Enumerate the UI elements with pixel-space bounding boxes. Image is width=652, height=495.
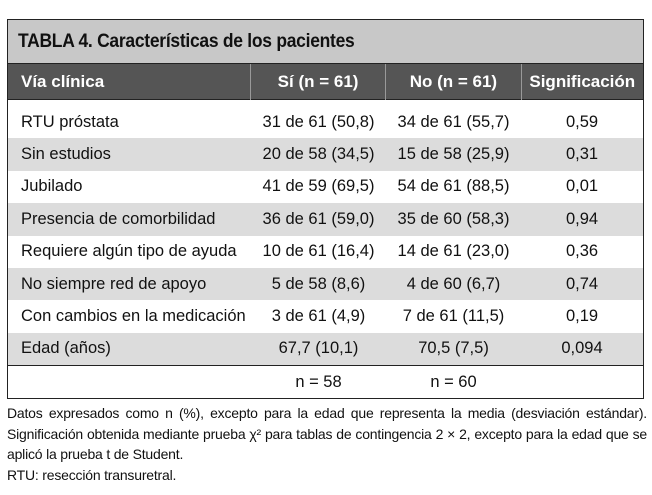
footnote-text: Datos expresados como n (%), excepto para la edad que representa la media (desviación estándar). Significación obtenida mediante prueba χ² para tablas de contingencia 2 × 2, excepto para la edad que se aplicó la prueba t de Student. (7, 405, 647, 462)
table-row (8, 138, 643, 170)
cell-variable: Requiere algún tipo de ayuda (21, 242, 237, 261)
table-row (8, 268, 643, 300)
cell-significacion: 0,59 (565, 112, 599, 131)
table-title: TABLA 4. Características de los pacientes (18, 30, 355, 52)
table-header-row (8, 64, 643, 100)
cell-no: 54 de 61 (88,5) (397, 177, 510, 196)
cell-significacion: 0,01 (565, 177, 599, 196)
cell-si: 67,7 (10,1) (278, 339, 359, 358)
cell-no: 4 de 60 (6,7) (406, 274, 501, 293)
header-no: No (n = 61) (385, 64, 520, 100)
cell-no: 7 de 61 (11,5) (402, 307, 505, 326)
table-row (8, 333, 643, 365)
cell-variable: No siempre red de apoyo (21, 274, 207, 293)
cell-no: 14 de 61 (23,0) (397, 242, 510, 261)
total-si: n = 58 (295, 372, 342, 391)
cell-si: 36 de 61 (59,0) (262, 209, 375, 228)
cell-significacion: 0,36 (565, 242, 599, 261)
cell-significacion: 0,94 (565, 209, 599, 228)
table-footnote (7, 403, 647, 485)
cell-significacion: 0,74 (565, 274, 599, 293)
cell-variable: Sin estudios (21, 145, 111, 164)
cell-si: 10 de 61 (16,4) (262, 242, 375, 261)
cell-variable: Presencia de comorbilidad (21, 209, 216, 228)
total-no: n = 60 (430, 372, 477, 391)
totals-row (8, 365, 643, 398)
table-body (8, 106, 643, 365)
cell-si: 20 de 58 (34,5) (262, 145, 375, 164)
header-significacion: Significación (521, 64, 643, 100)
cell-no: 70,5 (7,5) (418, 339, 489, 358)
header-si: Sí (n = 61) (250, 64, 385, 100)
table-row (8, 106, 643, 138)
table-row (8, 300, 643, 332)
cell-si: 3 de 61 (4,9) (271, 307, 366, 326)
table-row (8, 236, 643, 268)
header-via-clinica: Vía clínica (21, 71, 105, 91)
cell-variable: Jubilado (21, 177, 83, 196)
footnote-abbreviation: RTU: resección transuretral. (7, 466, 177, 483)
table-row (8, 171, 643, 203)
cell-si: 5 de 58 (8,6) (271, 274, 366, 293)
table-frame (7, 19, 644, 399)
cell-no: 34 de 61 (55,7) (397, 112, 510, 131)
cell-no: 15 de 58 (25,9) (397, 145, 510, 164)
table-title-bar (8, 20, 643, 64)
cell-no: 35 de 60 (58,3) (397, 209, 510, 228)
cell-significacion: 0,094 (561, 339, 603, 358)
cell-variable: Edad (años) (21, 339, 111, 358)
cell-si: 41 de 59 (69,5) (262, 177, 375, 196)
cell-significacion: 0,31 (565, 145, 599, 164)
cell-significacion: 0,19 (565, 307, 599, 326)
cell-si: 31 de 61 (50,8) (262, 112, 375, 131)
table-row (8, 203, 643, 235)
cell-variable: RTU próstata (21, 112, 119, 131)
cell-variable: Con cambios en la medicación (21, 307, 246, 326)
